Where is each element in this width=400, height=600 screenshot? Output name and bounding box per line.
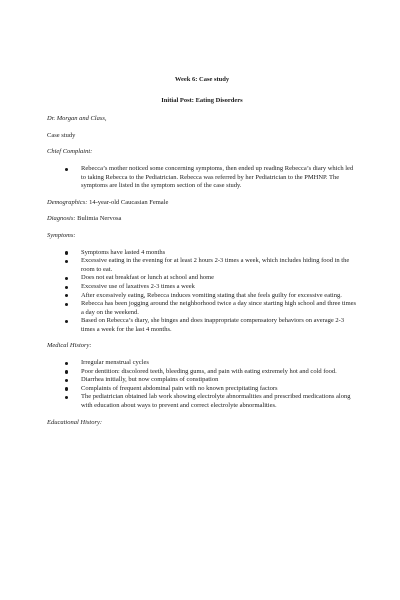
symptom-item: Symptoms have lasted 4 months bbox=[75, 249, 357, 258]
spacer bbox=[47, 105, 357, 115]
chief-complaint-heading: Chief Complaint: bbox=[47, 148, 93, 156]
medical-history-item: Complaints of frequent abdominal pain with no known precipitating factors bbox=[75, 385, 357, 394]
medical-history-list bbox=[47, 359, 357, 411]
medical-history-item: Diarrhea initially, but now complains of constipation bbox=[75, 376, 357, 385]
symptoms-list bbox=[47, 249, 357, 335]
symptom-item: Rebecca has been jogging around the neighborhood twice a day since starting high school and three times a day on the weekend. bbox=[75, 300, 357, 317]
medical-history-item: Poor dentition: discolored teeth, bleeding gums, and pain with eating extremely hot and cold food. bbox=[75, 368, 357, 377]
salutation: Dr. Morgan and Class, bbox=[47, 115, 107, 123]
symptom-item: Excessive eating in the evening for at least 2 hours 2-3 times a week, which includes hiding food in the room to eat. bbox=[75, 257, 357, 274]
medical-history-item: The pediatrician obtained lab work showing electrolyte abnormalities and prescribed medications along with education about ways to prevent and correct electrolyte abnormalities. bbox=[75, 393, 357, 410]
diagnosis-heading: Diagnosis: bbox=[47, 215, 76, 223]
document-title: Week 6: Case study bbox=[174, 76, 230, 83]
document-page bbox=[47, 76, 357, 435]
symptom-item: Based on Rebecca’s diary, she binges and does inappropriate compensatory behaviors on average 2-3 times a week for the last 4 months. bbox=[75, 317, 357, 334]
demographics-line bbox=[47, 199, 357, 208]
demographics-heading: Demographics: bbox=[47, 198, 88, 206]
medical-history-item: Irregular menstrual cycles bbox=[75, 359, 357, 368]
demographics-value: 14-year-old Caucasian Female bbox=[89, 198, 169, 206]
symptoms-heading: Symptoms: bbox=[47, 231, 76, 239]
medical-history-heading: Medical History: bbox=[47, 342, 92, 350]
chief-complaint-list bbox=[47, 165, 357, 191]
diagnosis-line bbox=[47, 215, 357, 224]
symptom-item: Does not eat breakfast or lunch at school and home bbox=[75, 274, 357, 283]
diagnosis-value: Bulimia Nervosa bbox=[77, 215, 122, 223]
educational-history-heading: Educational History: bbox=[47, 418, 103, 426]
symptom-item: Excessive use of laxatives 2-3 times a week bbox=[75, 283, 357, 292]
document-subtitle: Initial Post: Eating Disorders bbox=[161, 96, 243, 104]
doc-label: Case study bbox=[47, 131, 76, 139]
chief-complaint-item: Rebecca’s mother noticed some concerning symptoms, then ended up reading Rebecca’s diary which led to taking Rebecca to the Pediatrician. Rebecca was referred by her Pediatrician to the PMHNP. The symptoms are listed in the symptom section of the case study. bbox=[75, 165, 357, 191]
symptom-item: After excessively eating, Rebecca induces vomiting stating that she feels guilty for excessive eating. bbox=[75, 292, 357, 301]
